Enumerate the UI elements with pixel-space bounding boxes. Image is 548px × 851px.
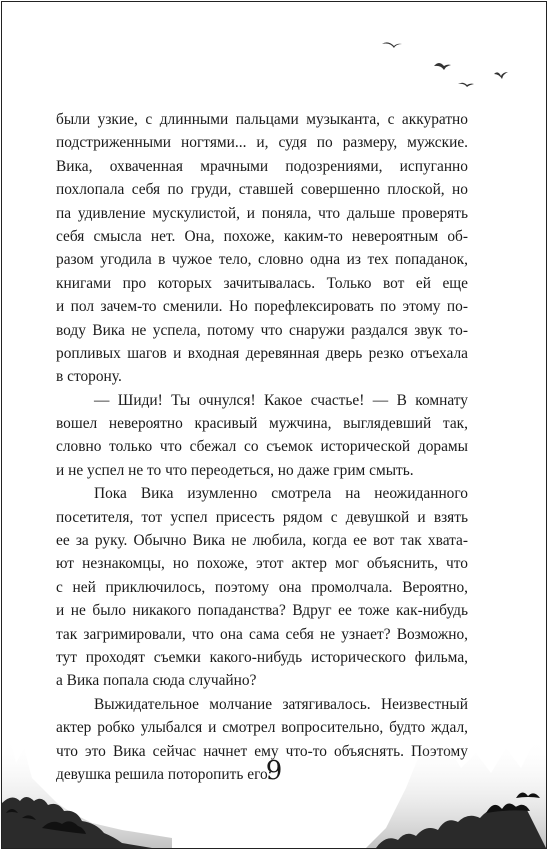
text-line: па удивление мускулистой, и поняла, что дальше проверять: [56, 204, 468, 222]
text-line: посетителя, тот успел присесть рядом с девушкой и взять: [56, 508, 468, 526]
birds-illustration: [372, 32, 522, 92]
text-line: Выжидательное молчание затягивалось. Неизвестный: [94, 695, 468, 713]
text-line: ют незнакомцы, но похоже, этот актер мог объяснить, что: [56, 555, 468, 573]
text-line: девушка решила поторопить его:: [56, 765, 272, 783]
text-line: ропливых шагов и входная деревянная дверь резко отъехала: [56, 344, 468, 362]
text-line: разом угодила в чужое тело, словно одна из тех попаданок,: [56, 251, 468, 269]
text-line: ее за руку. Обычно Вика не любила, когда ее вот так хвата-: [56, 532, 468, 550]
text-line: вошел невероятно красивый мужчина, выглядевший так,: [56, 415, 468, 433]
text-line: в сторону.: [56, 368, 122, 386]
page-number: 9: [265, 756, 283, 786]
text-line: и не успел не то что переодеться, но даже грим смыть.: [56, 461, 414, 479]
text-line: и пол зачем-то сменили. Но порефлексировать по этому по-: [56, 298, 468, 316]
text-line: так загримировали, что она сама себя не узнает? Возможно,: [56, 625, 468, 643]
text-line: подстриженными ногтями... и, судя по размеру, мужские.: [56, 134, 468, 152]
text-line: словно только что сбежал со съемок исторической дорамы: [56, 438, 468, 456]
text-line: тут проходят съемки какого-нибудь исторического фильма,: [56, 648, 468, 666]
text-line: актер робко улыбался и смотрел вопросительно, будто ждал,: [56, 719, 468, 737]
book-page: [1, 1, 547, 849]
text-line: воду Вика не успела, потому что снаружи раздался звук то-: [56, 321, 468, 339]
text-line: были узкие, с длинными пальцами музыканта, с аккуратно: [56, 111, 468, 128]
text-line: а Вика попала сюда случайно?: [56, 672, 257, 690]
text-line: Вика, охваченная мрачными подозрениями, испуганно: [56, 157, 468, 175]
text-line: книгами про которых зачитывалась. Только вот ей еще: [56, 274, 468, 292]
text-line: себя смысла нет. Она, похоже, каким-то невероятным об-: [56, 227, 468, 245]
text-line: что это Вика сейчас начнет ему что-то объяснять. Поэтому: [56, 742, 468, 760]
text-line: — Шиди! Ты очнулся! Какое счастье! — В комнату: [94, 391, 468, 409]
text-line: похлопала себя по груди, ставшей совершенно плоской, но: [56, 181, 468, 199]
text-line: с ней приключилось, поэтому она промолчала. Вероятно,: [56, 578, 468, 596]
text-line: и не было никакого попаданства? Вдруг ее тоже как-нибудь: [56, 602, 468, 620]
text-line: Пока Вика изумленно смотрела на неожиданного: [94, 485, 468, 503]
body-text: [56, 108, 468, 786]
